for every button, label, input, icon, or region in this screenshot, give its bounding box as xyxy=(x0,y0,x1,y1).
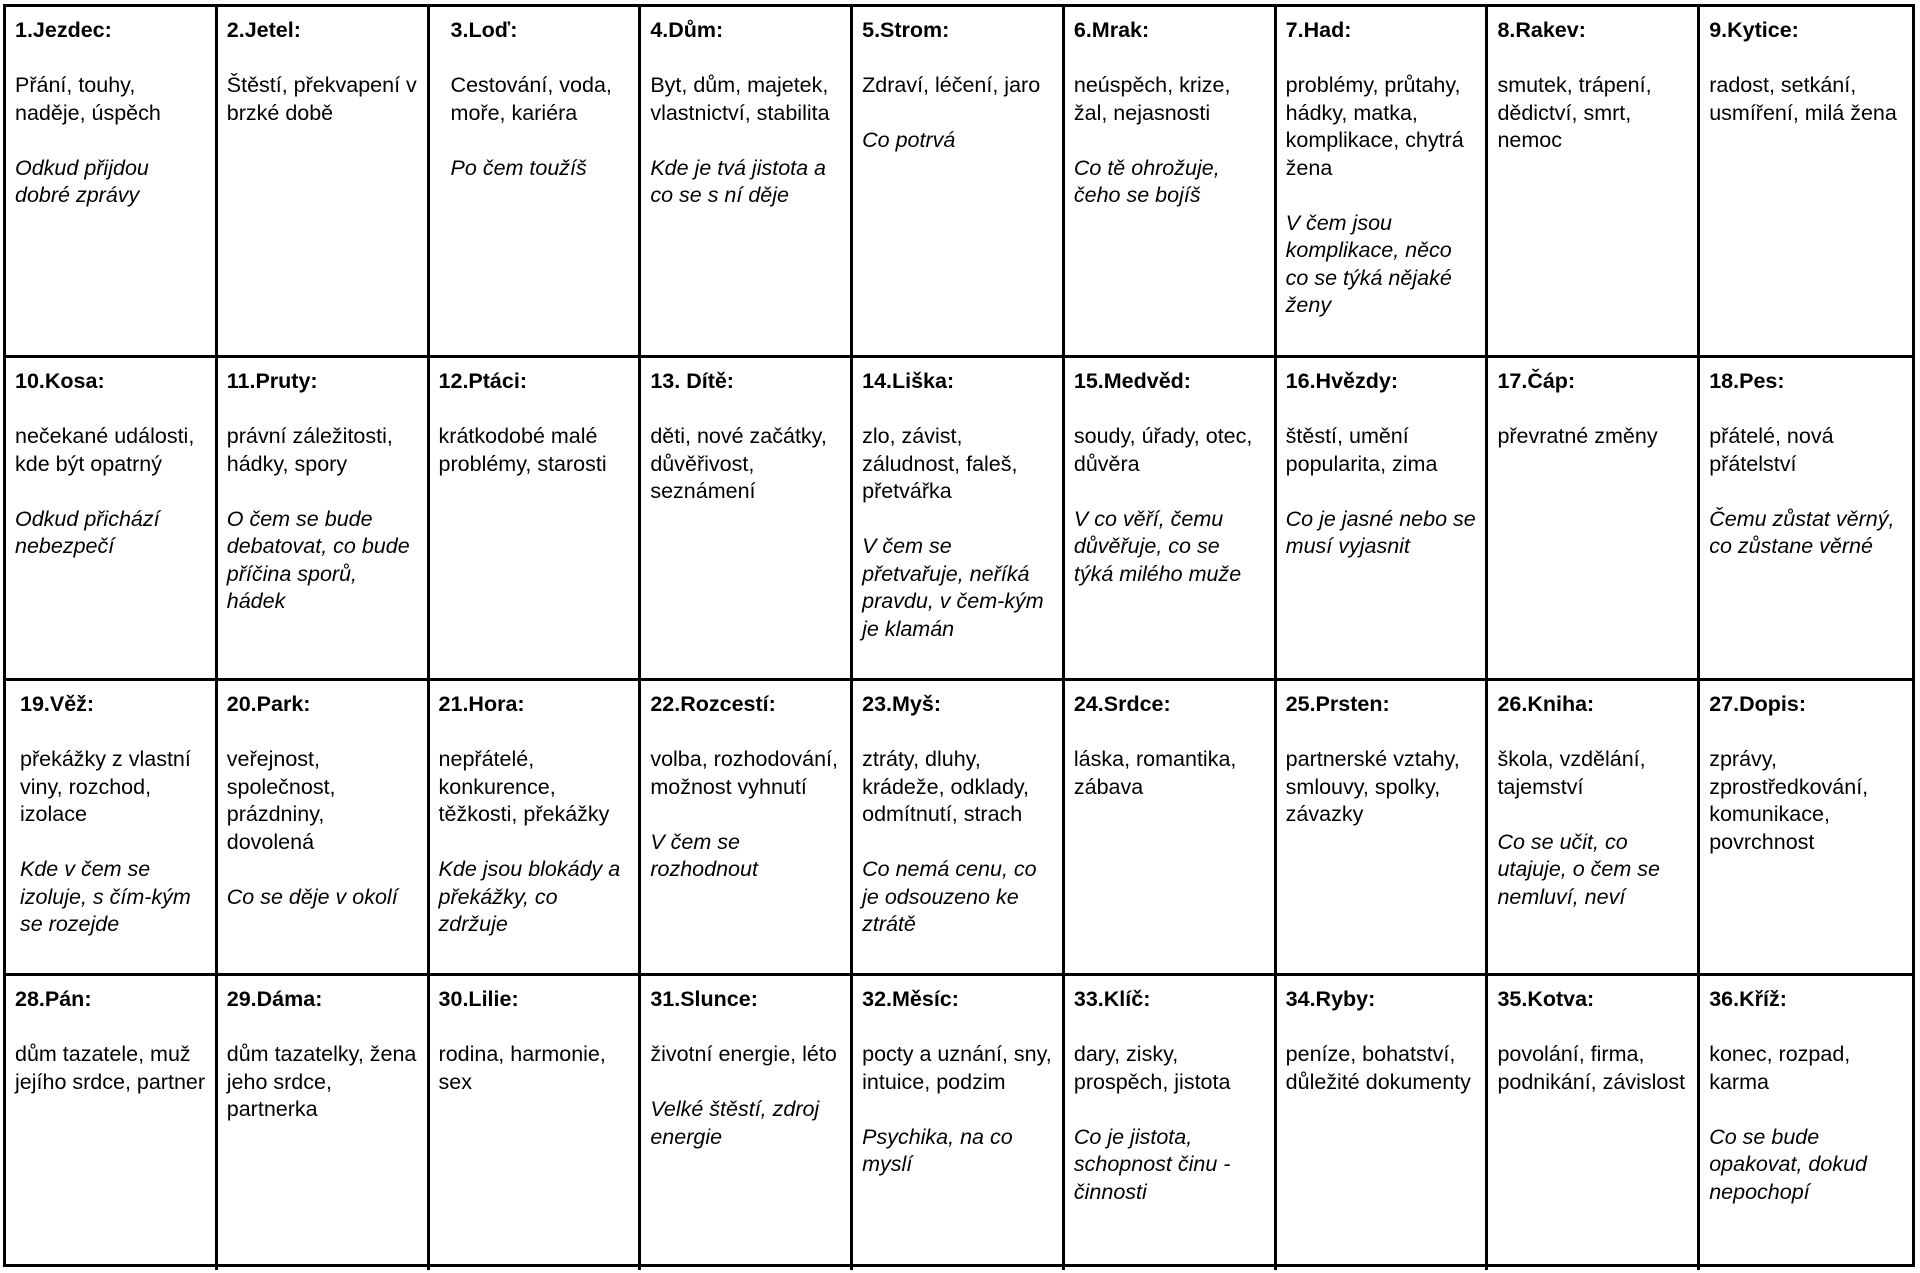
card-title: 16.Hvězdy: xyxy=(1285,369,1398,393)
card-keywords: překážky z vlastní viny, rozchod, izolace xyxy=(20,747,191,826)
card-keywords: partnerské vztahy, smlouvy, spolky, závazky xyxy=(1285,747,1460,826)
card-title: 6.Mrak: xyxy=(1073,18,1150,42)
card-keywords: Štěstí, překvapení v brzké době xyxy=(226,73,417,125)
card-question: Co je jistota, schopnost činu - činnosti xyxy=(1073,1124,1231,1204)
card-keywords: peníze, bohatství, důležité dokumenty xyxy=(1285,1042,1471,1094)
card-title: 9.Kytice: xyxy=(1709,18,1799,42)
card-cell xyxy=(641,976,853,1270)
card-title: 20.Park: xyxy=(226,692,311,716)
card-title: 15.Medvěd: xyxy=(1073,369,1191,393)
card-cell xyxy=(1700,976,1912,1270)
card-title: 14.Liška: xyxy=(862,369,955,393)
card-question: V čem jsou komplikace, něco co se týká nějaké ženy xyxy=(1285,210,1452,317)
card-title: 24.Srdce: xyxy=(1073,692,1171,716)
card-keywords: přátelé, nová přátelství xyxy=(1709,424,1834,476)
card-question: Psychika, na co myslí xyxy=(862,1124,1013,1176)
card-keywords: soudy, úřady, otec, důvěra xyxy=(1073,424,1253,476)
card-keywords: Zdraví, léčení, jaro xyxy=(862,73,1041,97)
card-cell xyxy=(430,976,642,1270)
card-keywords: Byt, dům, majetek, vlastnictví, stabilita xyxy=(650,73,830,125)
card-question: V čem se rozhodnout xyxy=(650,829,758,881)
card-cell xyxy=(6,681,218,976)
card-cell xyxy=(1065,976,1277,1270)
card-question: Co se děje v okolí xyxy=(226,884,398,909)
card-cell xyxy=(1700,681,1912,976)
card-title: 17.Čáp: xyxy=(1497,369,1576,393)
card-keywords: štěstí, umění popularita, zima xyxy=(1285,424,1438,476)
card-keywords: právní záležitosti, hádky, spory xyxy=(226,424,393,476)
card-keywords: smutek, trápení, dědictví, smrt, nemoc xyxy=(1497,73,1652,152)
card-title: 26.Kniha: xyxy=(1497,692,1595,716)
card-question: Odkud přichází nebezpečí xyxy=(15,506,160,558)
card-keywords: zlo, závist, záludnost, faleš, přetvářka xyxy=(862,424,1018,503)
card-question: Co tě ohrožuje, čeho se bojíš xyxy=(1073,155,1220,207)
card-question: Co potrvá xyxy=(862,128,956,152)
card-question: Co je jasné nebo se musí vyjasnit xyxy=(1285,506,1476,558)
card-title: 7.Had: xyxy=(1285,18,1352,42)
card-title: 1.Jezdec: xyxy=(15,18,112,42)
card-question: V co věří, čemu důvěřuje, co se týká milého muže xyxy=(1073,506,1242,586)
card-question: Po čem toužíš xyxy=(450,155,587,180)
card-cell xyxy=(641,358,853,681)
card-cell xyxy=(853,976,1065,1270)
card-question: Velké štěstí, zdroj energie xyxy=(650,1097,820,1149)
card-cell xyxy=(6,976,218,1270)
card-keywords: krátkodobé malé problémy, starosti xyxy=(438,424,607,476)
card-cell xyxy=(853,358,1065,681)
card-cell xyxy=(218,681,430,976)
card-keywords: veřejnost, společnost, prázdniny, dovolená xyxy=(226,747,336,854)
card-cell xyxy=(1700,358,1912,681)
card-question: Kde je tvá jistota a co se s ní děje xyxy=(650,155,827,207)
card-title: 25.Prsten: xyxy=(1285,692,1390,716)
card-cell xyxy=(641,681,853,976)
card-question: Čemu zůstat věrný, co zůstane věrné xyxy=(1709,506,1895,558)
card-cell xyxy=(1277,358,1489,681)
card-question: Odkud přijdou dobré zprávy xyxy=(15,155,149,207)
card-title: 3.Loď: xyxy=(450,18,518,42)
card-keywords: ztráty, dluhy, krádeže, odklady, odmítnutí, strach xyxy=(862,747,1030,826)
card-cell xyxy=(6,358,218,681)
card-keywords: dům tazatelky, žena jeho srdce, partnerka xyxy=(226,1042,417,1121)
card-cell xyxy=(1065,358,1277,681)
card-title: 4.Dům: xyxy=(650,18,724,42)
card-keywords: povolání, firma, podnikání, závislost xyxy=(1497,1042,1686,1094)
card-title: 29.Dáma: xyxy=(226,987,323,1011)
card-title: 23.Myš: xyxy=(862,692,941,716)
card-title: 12.Ptáci: xyxy=(438,369,527,393)
card-cell xyxy=(1488,976,1700,1270)
card-keywords: dary, zisky, prospěch, jistota xyxy=(1073,1042,1231,1094)
card-keywords: neúspěch, krize, žal, nejasnosti xyxy=(1073,73,1231,125)
card-keywords: nečekané události, kde být opatrný xyxy=(15,424,195,476)
card-question: O čem se bude debatovat, co bude příčina sporů, hádek xyxy=(226,506,410,613)
card-cell xyxy=(1488,7,1700,358)
card-cell xyxy=(1065,681,1277,976)
card-keywords: láska, romantika, zábava xyxy=(1073,747,1237,799)
card-cell xyxy=(1065,7,1277,358)
card-keywords: dům tazatele, muž jejího srdce, partner xyxy=(15,1042,206,1094)
card-cell xyxy=(1277,7,1489,358)
card-title: 11.Pruty: xyxy=(226,369,318,393)
card-keywords: Přání, touhy, naděje, úspěch xyxy=(15,73,161,125)
card-title: 28.Pán: xyxy=(15,987,92,1011)
card-title: 36.Kříž: xyxy=(1709,987,1787,1011)
card-title: 31.Slunce: xyxy=(650,987,758,1011)
card-question: Co nemá cenu, co je odsouzeno ke ztrátě xyxy=(862,857,1037,936)
card-question: Kde v čem se izoluje, s čím-kým se rozejde xyxy=(20,857,191,936)
card-title: 30.Lilie: xyxy=(438,987,519,1011)
card-keywords: pocty a uznání, sny, intuice, podzim xyxy=(862,1042,1052,1094)
card-title: 21.Hora: xyxy=(438,692,525,716)
card-keywords: volba, rozhodování, možnost vyhnutí xyxy=(650,747,838,799)
card-question: Co se učit, co utajuje, o čem se nemluví, neví xyxy=(1497,829,1660,909)
card-title: 5.Strom: xyxy=(862,18,950,42)
card-keywords: převratné změny xyxy=(1497,424,1658,448)
card-keywords: zprávy, zprostředkování, komunikace, povrchnost xyxy=(1709,747,1869,854)
card-question: Co se bude opakovat, dokud nepochopí xyxy=(1709,1124,1868,1204)
card-title: 19.Věž: xyxy=(20,692,95,716)
card-cell xyxy=(430,358,642,681)
card-title: 32.Měsíc: xyxy=(862,987,959,1011)
card-cell xyxy=(1488,358,1700,681)
card-cell xyxy=(641,7,853,358)
card-cell xyxy=(430,681,642,976)
card-keywords: Cestování, voda, moře, kariéra xyxy=(450,73,612,125)
card-keywords: životní energie, léto xyxy=(650,1042,837,1066)
card-cell xyxy=(1277,976,1489,1270)
card-cell xyxy=(6,7,218,358)
card-title: 18.Pes: xyxy=(1709,369,1785,393)
card-keywords: rodina, harmonie, sex xyxy=(438,1042,606,1094)
card-keywords: radost, setkání, usmíření, milá žena xyxy=(1709,73,1897,125)
card-question: Kde jsou blokády a překážky, co zdržuje xyxy=(438,857,621,936)
card-keywords: děti, nové začátky, důvěřivost, seznámení xyxy=(650,424,827,503)
card-cell xyxy=(853,7,1065,358)
card-cell xyxy=(218,358,430,681)
card-question: V čem se přetvařuje, neříká pravdu, v čem-kým je klamán xyxy=(862,534,1044,641)
card-cell xyxy=(218,7,430,358)
card-title: 27.Dopis: xyxy=(1709,692,1806,716)
card-cell xyxy=(853,681,1065,976)
card-title: 13. Dítě: xyxy=(650,369,734,393)
card-title: 33.Klíč: xyxy=(1073,987,1151,1011)
card-cell xyxy=(1700,7,1912,358)
card-cell xyxy=(1277,681,1489,976)
cards-table xyxy=(3,4,1915,1267)
card-cell xyxy=(218,976,430,1270)
card-keywords: škola, vzdělání, tajemství xyxy=(1497,747,1646,799)
card-keywords: konec, rozpad, karma xyxy=(1709,1042,1851,1094)
card-cell xyxy=(1488,681,1700,976)
card-title: 34.Ryby: xyxy=(1285,987,1376,1011)
card-title: 8.Rakev: xyxy=(1497,18,1586,42)
card-cell xyxy=(430,7,642,358)
card-title: 35.Kotva: xyxy=(1497,987,1595,1011)
card-title: 10.Kosa: xyxy=(15,369,105,393)
card-keywords: problémy, průtahy, hádky, matka, komplikace, chytrá žena xyxy=(1285,73,1464,180)
card-title: 22.Rozcestí: xyxy=(650,692,776,716)
card-title: 2.Jetel: xyxy=(226,18,301,42)
card-keywords: nepřátelé, konkurence, těžkosti, překážky xyxy=(438,747,610,826)
